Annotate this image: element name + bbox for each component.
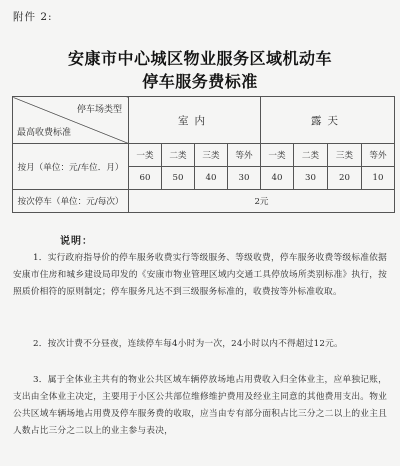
per-time-value: 2元 xyxy=(129,190,395,213)
header-indoor: 室内 xyxy=(129,97,261,144)
note-paragraph-2 xyxy=(13,336,387,353)
per-time-row xyxy=(13,190,395,213)
monthly-value-cell: 30 xyxy=(228,167,261,190)
monthly-value-cell: 10 xyxy=(362,167,395,190)
note-paragraph-3 xyxy=(13,372,387,440)
note-3-text: 3．属于全体业主共有的物业公共区域车辆停放场地占用费收入归全体业主，应单独记账，支出由全体业主决定，主要用于小区公共部位维修维护费用及经业主同意的其他费用支出。物业公共区域车辆场地占用费及停车服务费的收取，应当由专有部分面积占比三分之二以上的业主且人数占比三分之二以上的业主参与表决， xyxy=(13,375,387,436)
header-outdoor: 露天 xyxy=(261,97,395,144)
table-header-row xyxy=(13,97,395,144)
note-2-text: 2．按次计费不分昼夜，连续停车每4小时为一次，24小时以内不得超过12元。 xyxy=(33,339,343,349)
grade-cell: 二类 xyxy=(162,144,195,167)
header-max-fee: 最高收费标准 xyxy=(17,128,72,138)
monthly-value-cell: 60 xyxy=(129,167,162,190)
document-title-line2: 停车服务费标准 xyxy=(142,72,258,91)
monthly-value-cell: 40 xyxy=(195,167,228,190)
per-time-label: 按次停车（单位：元/每次） xyxy=(13,190,129,213)
grade-cell: 三类 xyxy=(328,144,362,167)
attachment-label: 附件 2: xyxy=(13,11,53,23)
monthly-value-cell: 50 xyxy=(162,167,195,190)
monthly-value-cell: 20 xyxy=(328,167,362,190)
grade-cell: 二类 xyxy=(294,144,328,167)
grade-cell: 一类 xyxy=(261,144,294,167)
document-title-line1: 安康市中心城区物业服务区域机动车 xyxy=(67,49,332,68)
grade-cell: 等外 xyxy=(228,144,261,167)
header-parking-type: 停车场类型 xyxy=(76,105,122,115)
note-1-text: 1．实行政府指导价的停车服务收费实行等级服务、等级收费，停车服务收费等级标准依据安康市住房和城乡建设局印发的《安康市物业管理区域内交通工具停放场所类别标准》执行，按照质价相符的原则制定；停车服务凡达不到三级服务标准的，收费按等外标准收取。 xyxy=(13,253,387,297)
grade-cell: 三类 xyxy=(195,144,228,167)
grade-cell: 等外 xyxy=(362,144,395,167)
notes-heading: 说明： xyxy=(60,236,93,247)
diagonal-header-cell xyxy=(13,97,129,144)
fee-standard-table xyxy=(12,96,395,213)
monthly-value-cell: 40 xyxy=(261,167,294,190)
grade-cell: 一类 xyxy=(129,144,162,167)
grade-row xyxy=(13,144,395,167)
monthly-value-cell: 30 xyxy=(294,167,328,190)
monthly-label: 按月（单位：元/车位．月） xyxy=(13,144,129,190)
note-paragraph-1 xyxy=(13,250,387,301)
